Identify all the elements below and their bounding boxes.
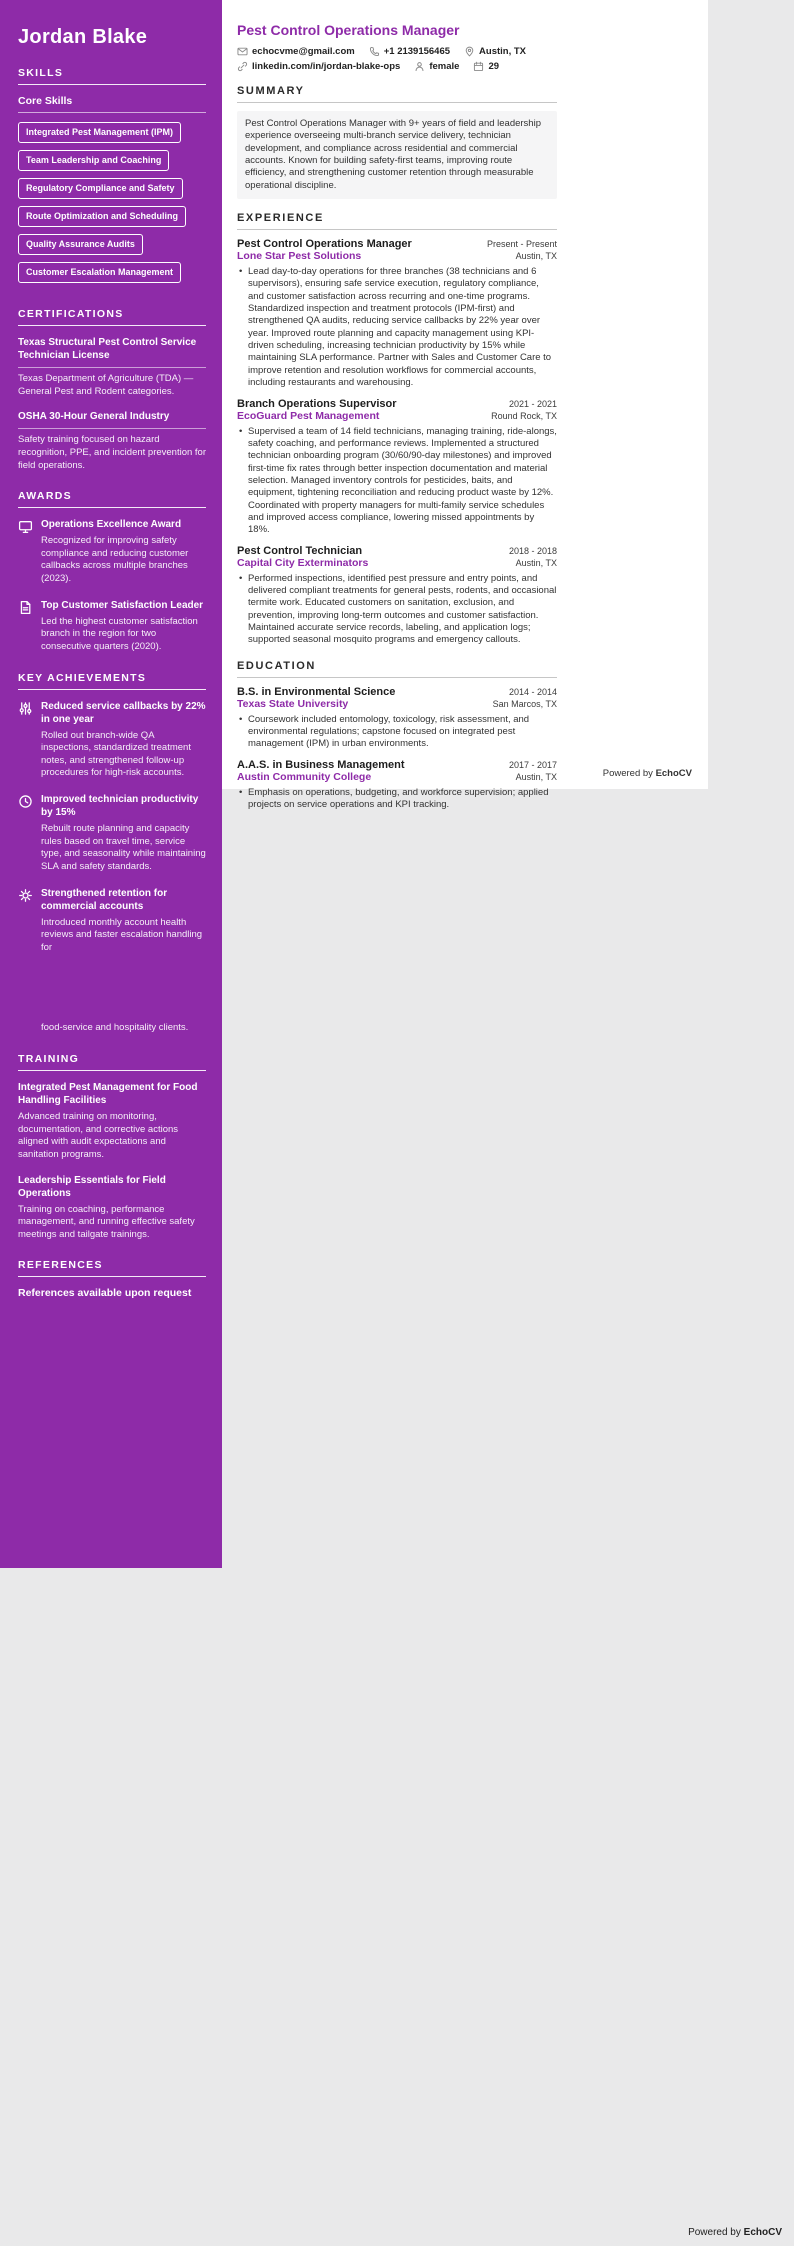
award-desc: Recognized for improving safety compliance and reducing customer callbacks across multiple branches (2023). bbox=[41, 535, 189, 584]
clock-icon bbox=[18, 794, 33, 809]
degree-title: B.S. in Environmental Science bbox=[237, 685, 396, 698]
contact-age bbox=[473, 61, 499, 72]
education-bullet: • Coursework included entomology, toxicology, risk assessment, and environmental regulations; capstone focused on integrated pest management (IPM) in urban environments. bbox=[237, 714, 557, 751]
contact-linkedin[interactable] bbox=[237, 61, 400, 72]
certification-item bbox=[18, 336, 206, 398]
job-dates: Present - Present bbox=[486, 239, 557, 250]
job-title: Branch Operations Supervisor bbox=[237, 397, 397, 410]
summary-text: Pest Control Operations Manager with 9+ years of field and leadership experience overseeing multi-branch service delivery, technician development, and compliance across residential and commercial accounts. Known for building safety-first teams, improving route efficiency, and strengthening customer retention through measurable operational discipline. bbox=[237, 111, 557, 199]
award-desc: Led the highest customer satisfaction branch in the region for two consecutive quarters (2020). bbox=[41, 615, 198, 652]
achievement-desc: Rebuilt route planning and capacity rules based on travel time, service type, and seasonality while maintaining SLA and safety standards. bbox=[41, 823, 206, 872]
school-name: Texas State University bbox=[237, 697, 349, 710]
school-name: Austin Community College bbox=[237, 770, 372, 783]
training-item bbox=[18, 1081, 206, 1162]
gear-icon bbox=[18, 888, 33, 903]
calendar-icon bbox=[473, 61, 484, 72]
contact-linkedin-text: linkedin.com/in/jordan-blake-ops bbox=[252, 61, 401, 72]
summary-heading: SUMMARY bbox=[237, 85, 557, 103]
references-section bbox=[18, 1259, 206, 1299]
watermark-brand: EchoCV bbox=[655, 768, 692, 779]
training-title: Integrated Pest Management for Food Handling Facilities bbox=[18, 1082, 198, 1106]
contact-gender-text: female bbox=[429, 61, 460, 72]
education-bullet: • Emphasis on operations, budgeting, and workforce supervision; applied projects on service operations and KPI tracking. bbox=[237, 787, 557, 812]
powered-by-watermark bbox=[603, 768, 692, 779]
education-entry bbox=[237, 686, 557, 751]
skill-chip: Integrated Pest Management (IPM) bbox=[18, 122, 181, 143]
training-section bbox=[18, 1053, 206, 1241]
job-dates: 2018 - 2018 bbox=[508, 545, 557, 556]
certifications-section bbox=[18, 308, 206, 472]
document-icon bbox=[18, 600, 33, 615]
training-desc: Advanced training on monitoring, documentation, and corrective actions aligned with audit expectations and sanitation programs. bbox=[18, 1111, 179, 1160]
job-location: Austin, TX bbox=[515, 251, 557, 262]
company-name: EcoGuard Pest Management bbox=[237, 409, 380, 422]
achievement-title: Improved technician productivity by 15% bbox=[41, 794, 199, 818]
watermark-prefix: Powered by bbox=[602, 768, 656, 779]
summary-section bbox=[237, 85, 557, 199]
school-location: San Marcos, TX bbox=[492, 698, 557, 709]
education-section bbox=[237, 660, 557, 812]
job-location: Austin, TX bbox=[515, 557, 557, 568]
contact-phone-text: +1 2139156465 bbox=[383, 46, 451, 57]
contact-location-text: Austin, TX bbox=[479, 46, 527, 57]
job-bullet: • Supervised a team of 14 field technicians, managing training, ride-alongs, safety coaching, and performance reviews. Implemented a structured technician onboarding program (30/60/90-day milestones) and improved first-time fix rates through better inspection documentation and material selection. Managed inventory controls for pesticides, baits, and equipment, tightening reconciliation and reducing product waste by 12%. Coordinated with property managers for multi-family service schedules and improved access compliance, lowering missed appointments by 18%. bbox=[237, 426, 557, 537]
company-name: Lone Star Pest Solutions bbox=[237, 250, 362, 263]
skill-chip: Regulatory Compliance and Safety bbox=[18, 178, 183, 199]
contact-gender bbox=[414, 61, 459, 72]
award-title: Top Customer Satisfaction Leader bbox=[41, 599, 204, 611]
monitor-icon bbox=[18, 519, 33, 534]
training-item bbox=[18, 1174, 206, 1242]
skill-chip: Team Leadership and Coaching bbox=[18, 150, 169, 171]
award-title: Operations Excellence Award bbox=[41, 519, 182, 531]
skill-chip: Route Optimization and Scheduling bbox=[18, 206, 186, 227]
training-title: Leadership Essentials for Field Operations bbox=[18, 1174, 166, 1199]
sliders-icon bbox=[18, 701, 33, 716]
certification-title: OSHA 30-Hour General Industry bbox=[18, 410, 206, 429]
achievement-desc-page1: Introduced monthly account health reviews and faster escalation handling for bbox=[41, 916, 203, 953]
certification-title: Texas Structural Pest Control Service Technician License bbox=[18, 336, 206, 368]
candidate-name: Jordan Blake bbox=[18, 26, 148, 48]
page-title: Pest Control Operations Manager bbox=[237, 22, 460, 38]
contact-info bbox=[237, 46, 557, 72]
contact-location bbox=[464, 46, 526, 57]
achievement-title: Reduced service callbacks by 22% in one year bbox=[41, 700, 206, 725]
mail-icon bbox=[237, 46, 248, 57]
certification-desc: Safety training focused on hazard recognition, PPE, and incident prevention for field operations. bbox=[18, 434, 207, 471]
watermark-brand: EchoCV bbox=[743, 2227, 782, 2238]
achievement-title: Strengthened retention for commercial accounts bbox=[41, 887, 168, 912]
school-location: Austin, TX bbox=[515, 771, 557, 782]
award-item bbox=[18, 518, 206, 586]
footer-powered-by-watermark bbox=[688, 2227, 782, 2238]
job-bullet: • Performed inspections, identified pest pressure and entry points, and delivered compliant treatments for general pests, rodents, and occasional termite work. Educated customers on sanitation, exclusion, and prevention, improving long-term outcomes and customer satisfaction. Maintained accurate service records, labeling, and application logs; supported seasonal mosquito programs and emergency callouts. bbox=[237, 573, 557, 647]
achievement-desc-page2: food-service and hospitality clients. bbox=[41, 1022, 189, 1034]
experience-section bbox=[237, 212, 557, 647]
experience-entry bbox=[237, 545, 557, 647]
skills-chip-list bbox=[18, 122, 206, 290]
job-location: Round Rock, TX bbox=[491, 410, 557, 421]
skills-section bbox=[18, 67, 206, 290]
certification-desc: Texas Department of Agriculture (TDA) — General Pest and Rodent categories. bbox=[18, 373, 194, 397]
certifications-heading: CERTIFICATIONS bbox=[18, 308, 206, 326]
phone-icon bbox=[369, 46, 380, 57]
contact-phone[interactable] bbox=[369, 46, 450, 57]
award-item bbox=[18, 599, 206, 654]
education-entry bbox=[237, 759, 557, 812]
references-heading: REFERENCES bbox=[18, 1259, 206, 1277]
certification-item bbox=[18, 410, 206, 472]
experience-entry bbox=[237, 398, 557, 537]
person-icon bbox=[414, 61, 425, 72]
degree-dates: 2017 - 2017 bbox=[508, 759, 557, 770]
company-name: Capital City Exterminators bbox=[237, 556, 369, 569]
degree-title: A.A.S. in Business Management bbox=[237, 758, 405, 771]
key-achievements-heading: KEY ACHIEVEMENTS bbox=[18, 672, 206, 690]
experience-heading: EXPERIENCE bbox=[237, 212, 557, 230]
watermark-prefix: Powered by bbox=[688, 2227, 744, 2238]
achievement-item bbox=[18, 793, 206, 874]
degree-dates: 2014 - 2014 bbox=[508, 686, 557, 697]
skills-heading: SKILLS bbox=[18, 67, 206, 85]
contact-age-text: 29 bbox=[488, 61, 500, 72]
link-icon bbox=[237, 61, 248, 72]
job-title: Pest Control Operations Manager bbox=[237, 238, 412, 251]
awards-heading: AWARDS bbox=[18, 490, 206, 508]
location-pin-icon bbox=[464, 46, 475, 57]
job-title: Pest Control Technician bbox=[237, 544, 363, 557]
skills-group-title: Core Skills bbox=[18, 95, 206, 113]
contact-email[interactable] bbox=[237, 46, 355, 57]
job-dates: 2021 - 2021 bbox=[508, 398, 557, 409]
key-achievements-section bbox=[18, 672, 206, 1036]
experience-entry bbox=[237, 238, 557, 389]
skill-chip: Customer Escalation Management bbox=[18, 262, 181, 283]
page-break-gap bbox=[41, 954, 206, 1018]
contact-email-text: echocvme@gmail.com bbox=[252, 46, 355, 57]
resume-main-panel bbox=[222, 0, 708, 811]
sidebar bbox=[0, 0, 222, 1568]
references-text: References available upon request bbox=[18, 1287, 192, 1300]
education-heading: EDUCATION bbox=[237, 660, 557, 678]
training-desc: Training on coaching, performance management, and running effective safety meetings and tailgate trainings. bbox=[18, 1203, 195, 1240]
achievement-desc: Rolled out branch-wide QA inspections, standardized treatment notes, and strengthened follow-up procedures for high-risk accounts. bbox=[41, 729, 191, 779]
achievement-item bbox=[18, 887, 206, 1036]
achievement-item bbox=[18, 700, 206, 781]
skill-chip: Quality Assurance Audits bbox=[18, 234, 143, 255]
training-heading: TRAINING bbox=[18, 1053, 206, 1071]
job-bullet: • Lead day-to-day operations for three branches (38 technicians and 6 supervisors), ensuring safe service execution, regulatory compliance, and customer satisfaction across recurring and one-time programs. Standardized inspection and treatment protocols (IPM-first) and strengthened QA audits, reducing service callbacks by 22% year over year. Improved route planning and capacity management using KPI-driven scheduling, increasing technician productivity by 15% while maintaining SLA performance. Partner with Sales and Customer Care to improve retention and resolution workflows for commercial accounts, including restaurants and warehousing. bbox=[237, 266, 557, 389]
awards-section bbox=[18, 490, 206, 653]
